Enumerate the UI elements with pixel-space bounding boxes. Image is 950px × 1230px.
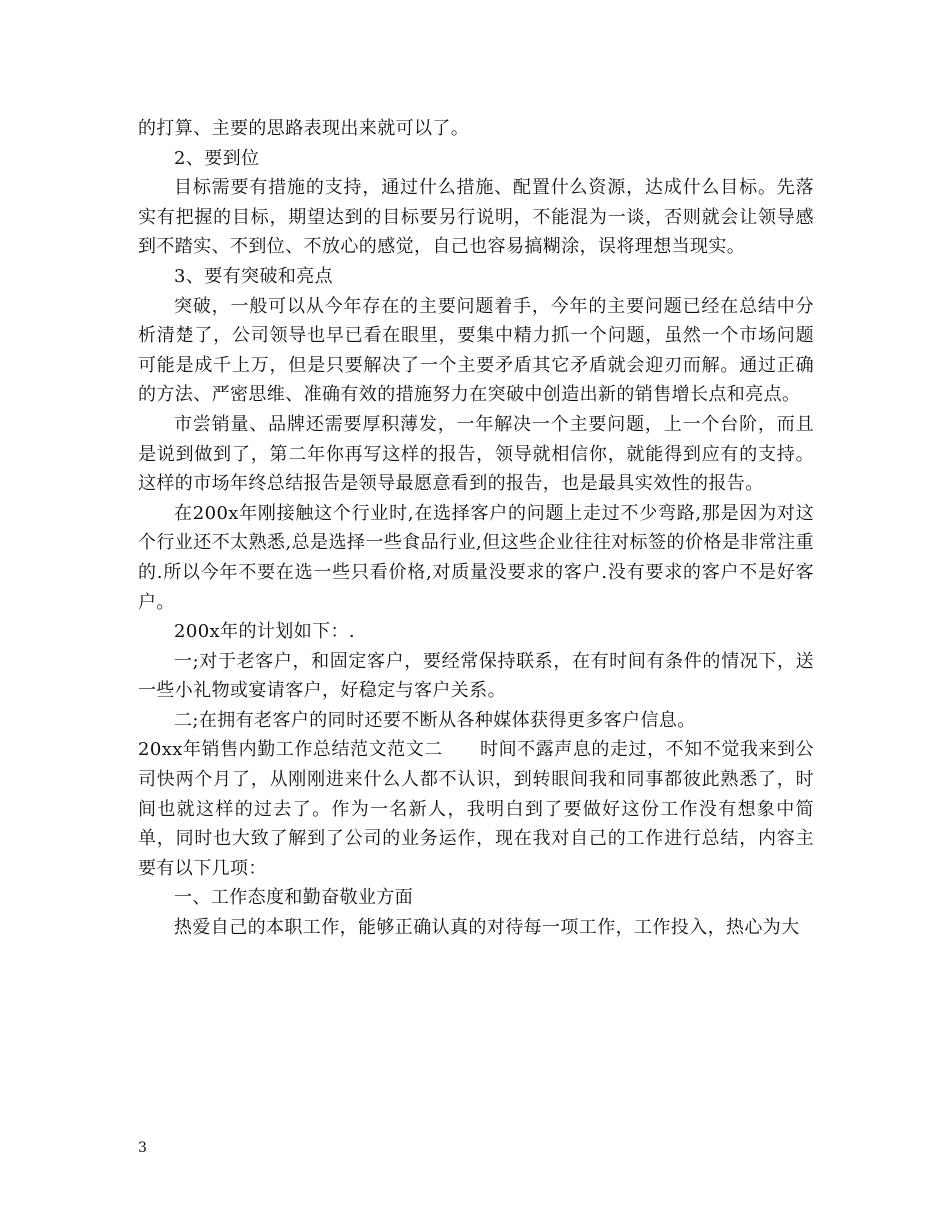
page-number: 3 xyxy=(138,1140,147,1156)
paragraph-goals-measures: 目标需要有措施的支持，通过什么措施、配置什么资源，达成什么目标。先落实有把握的目标，期望达到的目标要另行说明，不能混为一谈，否则就会让领导感到不踏实、不到位、不放心的感觉，自己也容易搞糊涂，误将理想当现实。 xyxy=(138,177,814,258)
heading-3-breakthrough: 3、要有突破和亮点 xyxy=(174,265,334,287)
paragraph-summary-two: 20xx年销售内勤工作总结范文范文二 时间不露声息的走过，不知不觉我来到公司快两个月了，从刚刚进来什么人都不认识，到转眼间我和同事都彼此熟悉了，时间也就这样的过去了。作为一名新人，我明白到了要做好这份工作没有想象中简单，同时也大致了解到了公司的业务运作，现在我对自己的工作进行总结，内容主要有以下几项： xyxy=(138,739,814,879)
paragraph-1: 的打算、主要的思路表现出来就可以了。 xyxy=(138,118,470,139)
paragraph-plan-item-2: 二;在拥有老客户的同时还要不断从各种媒体获得更多客户信息。 xyxy=(174,709,696,731)
paragraph-plan-intro: 200x年的计划如下：. xyxy=(174,621,356,643)
paragraph-breakthrough: 突破，一般可以从今年存在的主要问题着手，今年的主要问题已经在总结中分析清楚了，公司领导也早已看在眼里，要集中精力抓一个问题，虽然一个市场问题可能是成千上万，但是只要解决了一个主要矛盾其它矛盾就会迎刃而解。通过正确的方法、严密思维、准确有效的措施努力在突破中创造出新的销售增长点和亮点。 xyxy=(138,295,814,406)
heading-work-attitude: 一、工作态度和勤奋敬业方面 xyxy=(174,887,414,909)
paragraph-love-work: 热爱自己的本职工作，能够正确认真的对待每一项工作，工作投入，热心为大 xyxy=(174,917,800,939)
paragraph-industry-experience: 在200x年刚接触这个行业时,在选择客户的问题上走过不少弯路,那是因为对这个行业还不太熟悉,总是选择一些食品行业,但这些企业往往对标签的价格是非常注重的.所以今年不要在选一些只看价格,对质量没要求的客户.没有要求的客户不是好客户。 xyxy=(138,502,814,613)
heading-2-to-be-in-place: 2、要到位 xyxy=(174,147,260,169)
paragraph-plan-item-1: 一;对于老客户，和固定客户，要经常保持联系，在有时间有条件的情况下，送一些小礼物或宴请客户，好稳定与客户关系。 xyxy=(138,650,814,702)
document-body xyxy=(138,114,814,943)
paragraph-sales-brand: 市尝销量、品牌还需要厚积薄发，一年解决一个主要问题，上一个台阶，而且是说到做到了，第二年你再写这样的报告，领导就相信你，就能得到应有的支持。这样的市场年终总结报告是领导最愿意看到的报告，也是最具实效性的报告。 xyxy=(138,413,814,495)
